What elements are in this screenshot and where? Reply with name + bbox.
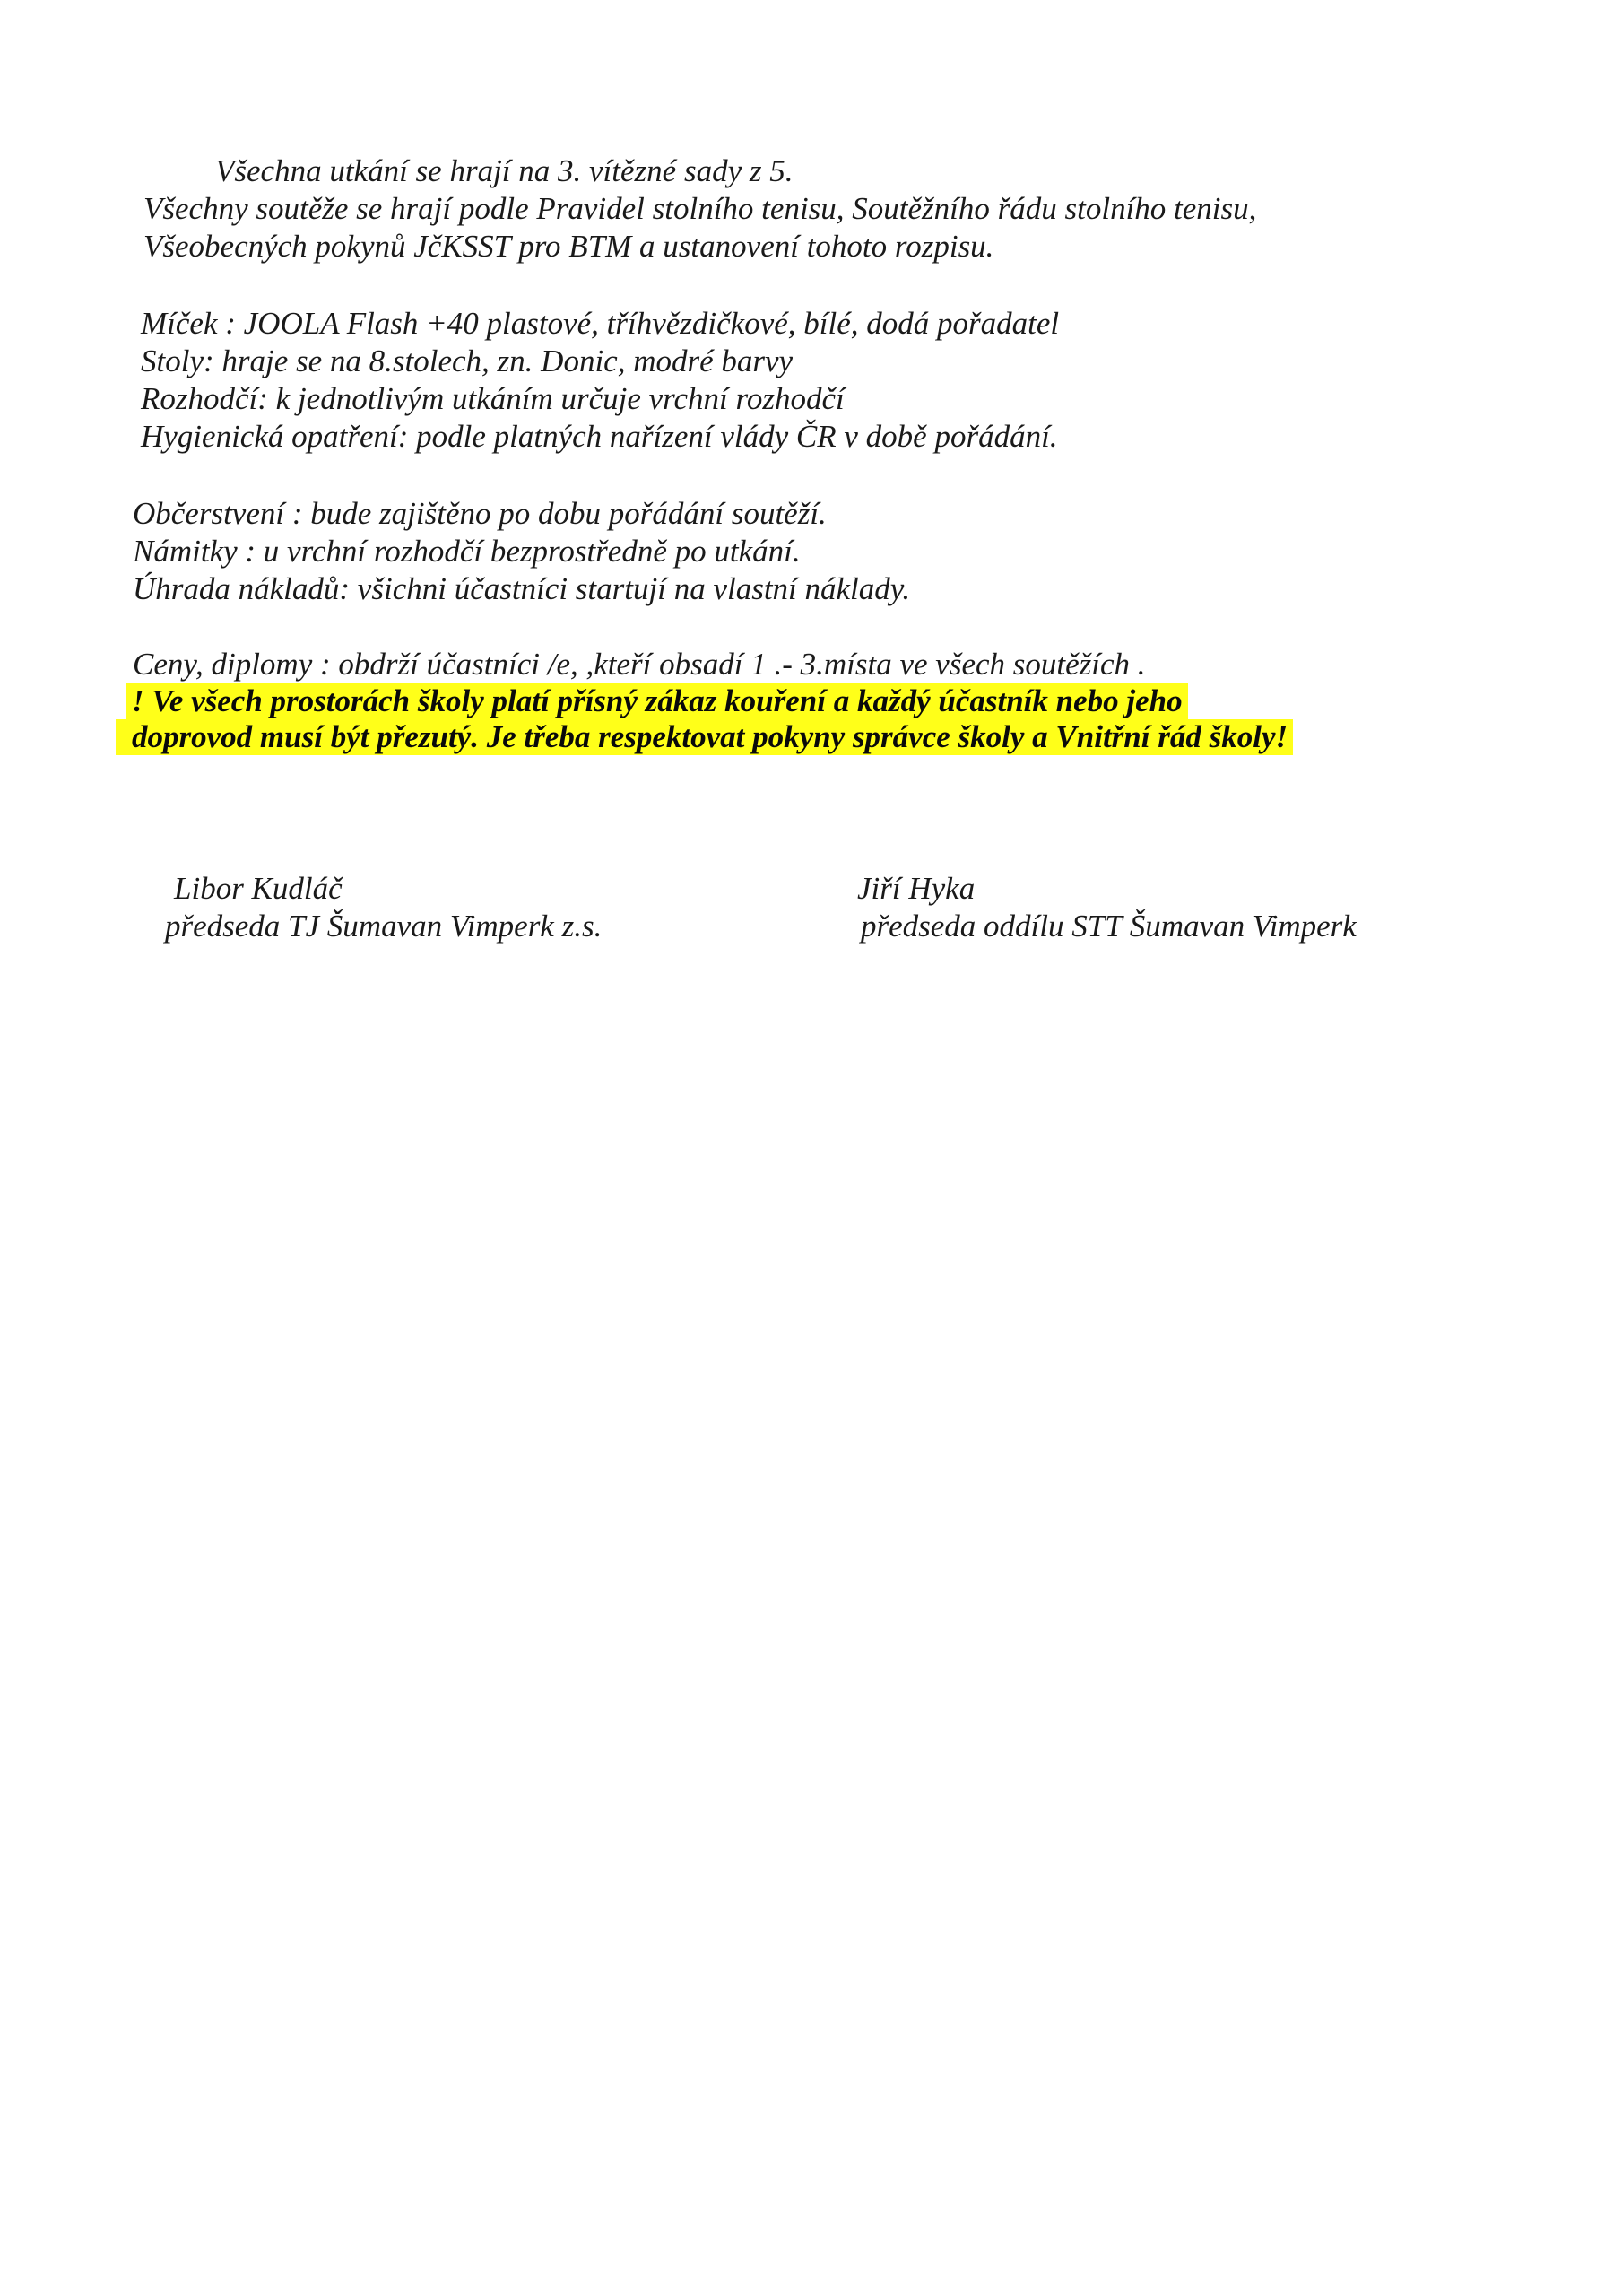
notice-line-smoking: ! Ve všech prostorách školy platí přísný zákaz kouření a každý účastník nebo jeho	[126, 683, 1188, 719]
services-refreshment: Občerstvení : bude zajištěno po dobu pořádání soutěží.	[133, 496, 827, 531]
equipment-ball: Míček : JOOLA Flash +40 plastové, tříhvězdičkové, bílé, dodá pořadatel	[141, 306, 1060, 341]
rules-line-sets: Všechna utkání se hrají na 3. vítězné sady z 5.	[215, 153, 794, 188]
equipment-tables: Stoly: hraje se na 8.stolech, zn. Donic, modré barvy	[141, 344, 794, 378]
signature-right-name: Jiří Hyka	[857, 871, 976, 906]
equipment-hygiene: Hygienická opatření: podle platných nařízení vlády ČR v době pořádání.	[141, 419, 1058, 454]
services-objections: Námitky : u vrchní rozhodčí bezprostředně po utkání.	[133, 534, 801, 569]
services-costs: Úhrada nákladů: všichni účastníci startují na vlastní náklady.	[133, 571, 911, 606]
rules-line-regulations: Všechny soutěže se hrají podle Pravidel stolního tenisu, Soutěžního řádu stolního tenisu,	[143, 191, 1257, 226]
signature-left-name: Libor Kudláč	[174, 871, 343, 906]
prizes-text: Ceny, diplomy : obdrží účastníci /e, ,kteří obsadí 1 .- 3.místa ve všech soutěžích .	[133, 647, 1146, 682]
equipment-referee: Rozhodčí: k jednotlivým utkáním určuje vrchní rozhodčí	[141, 381, 845, 416]
signature-left-role: předseda TJ Šumavan Vimperk z.s.	[165, 909, 603, 944]
rules-line-instructions: Všeobecných pokynů JčKSST pro BTM a ustanovení tohoto rozpisu.	[143, 229, 994, 264]
notice-line-footwear: doprovod musí být přezutý. Je třeba respektovat pokyny správce školy a Vnitřní řád školy!	[116, 719, 1293, 755]
signature-right-role: předseda oddílu STT Šumavan Vimperk	[861, 909, 1357, 944]
